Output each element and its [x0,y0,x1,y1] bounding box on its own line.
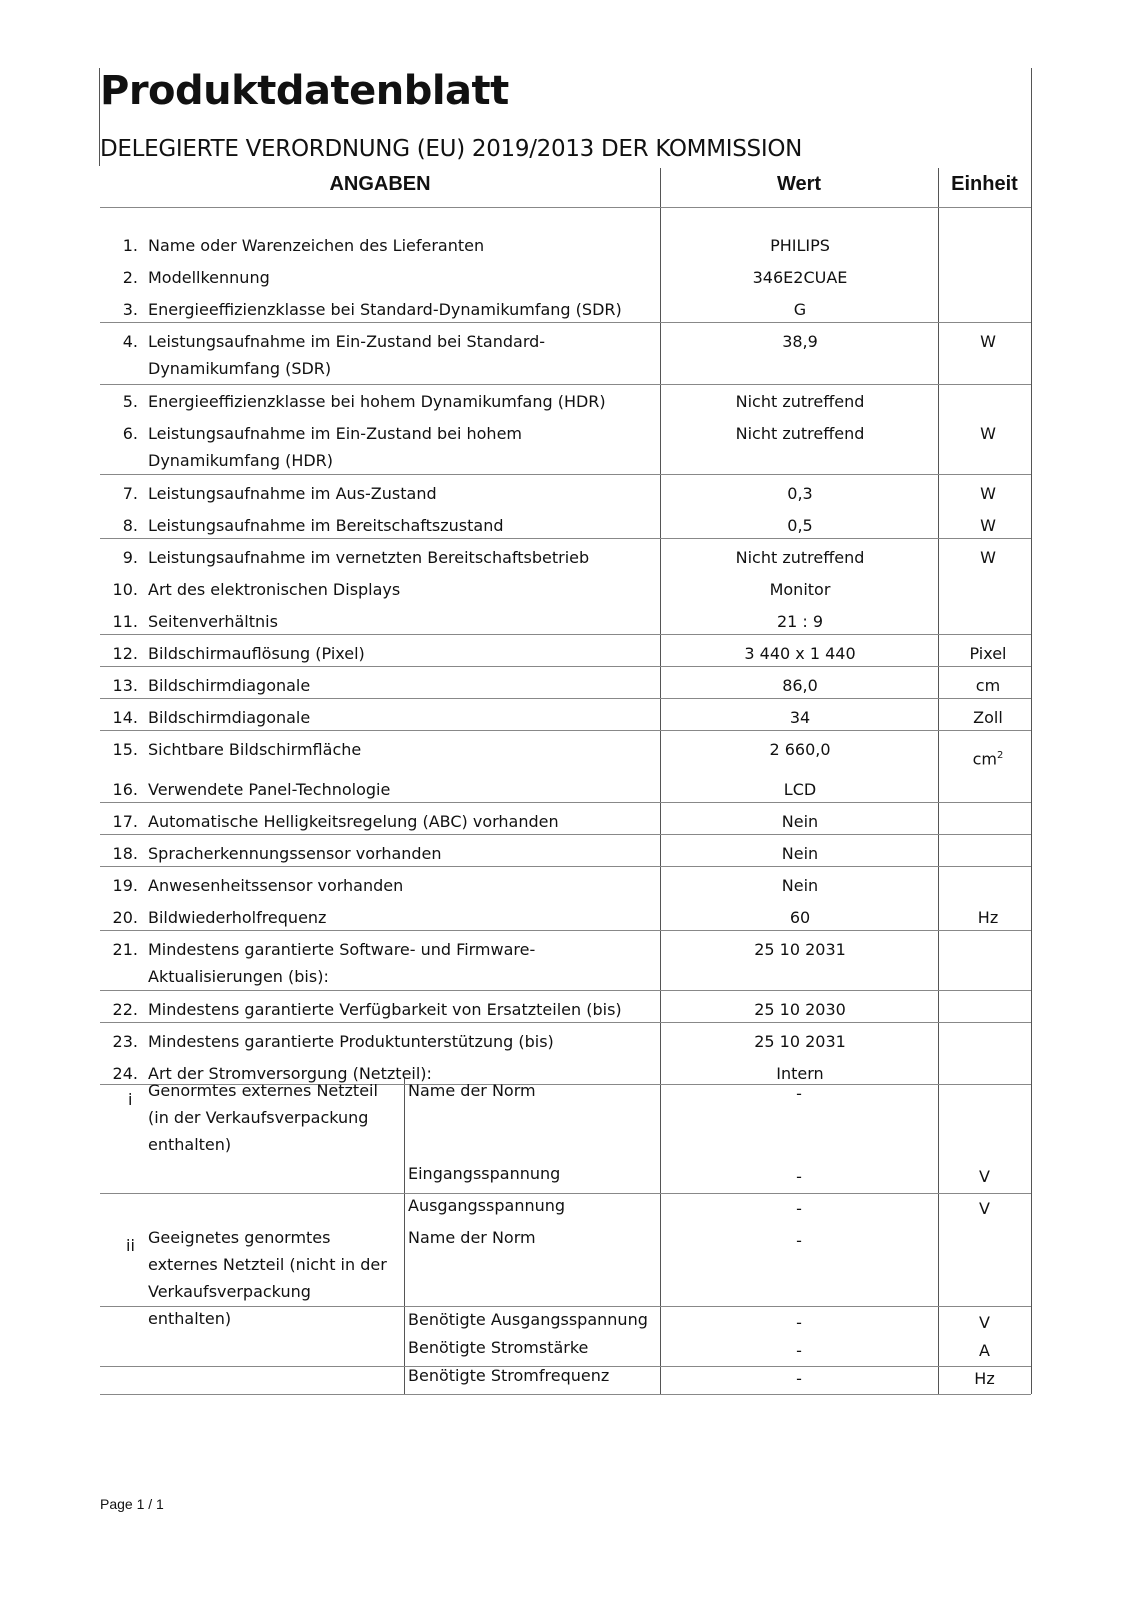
row-label: Leistungsaufnahme im Bereitschaftszustand [148,516,504,535]
row-rule [100,474,1031,475]
row-value: 38,9 [782,332,818,351]
row-number: 2. [122,268,138,287]
row-value: 0,5 [787,516,813,535]
header-angaben: ANGABEN [329,173,431,195]
row-value: 21 : 9 [776,612,824,631]
psu-i-norm-label: Name der Norm [408,1081,536,1100]
row-value: 25 10 2030 [754,1000,846,1019]
row-number: 20. [112,908,138,927]
row-rule [100,634,1031,635]
psu-ii-voltage-unit: V [979,1313,990,1332]
row-number: 19. [112,876,138,895]
row-rule [100,322,1031,323]
row-label: Art der Stromversorgung (Netzteil): [148,1064,432,1083]
psu-i-output-unit: V [979,1199,990,1218]
row-label: Anwesenheitssensor vorhanden [148,876,404,895]
row-number: 23. [112,1032,138,1051]
psu-i-label: Genormtes externes Netzteil (in der Verkaufsverpackung enthalten) [148,1081,378,1154]
row-unit: W [980,516,996,535]
row-value: 346E2CUAE [752,268,848,287]
row-rule [100,930,1031,931]
row-number: 5. [122,392,138,411]
row-label: Art des elektronischen Displays [148,580,401,599]
psu-i-input-label: Eingangsspannung [408,1164,561,1183]
page-title: Produktdatenblatt [100,68,509,114]
header-wert: Wert [776,173,822,195]
row-value: Nein [781,876,819,895]
psu-ii-norm-value: - [796,1231,802,1250]
row-label: Mindestens garantierte Verfügbarkeit von Ersatzteilen (bis) [148,1000,622,1019]
row-value: 25 10 2031 [754,940,846,959]
row-value: 3 440 x 1 440 [744,644,856,663]
row-number: 1. [122,236,138,255]
row-rule [100,1022,1031,1023]
row-label: Energieeffizienzklasse bei hohem Dynamikumfang (HDR) [148,392,606,411]
psu-i-input-value: - [796,1167,802,1186]
row-unit-base: cm [972,749,997,769]
row-number: 3. [122,300,138,319]
row-number: 4. [122,332,138,351]
row-value: Nein [781,812,819,831]
row-label: Leistungsaufnahme im vernetzten Bereitschaftsbetrieb [148,548,590,567]
row-value: 0,3 [787,484,813,503]
row-rule [100,730,1031,731]
row-number: 14. [112,708,138,727]
row-label: Modellkennung [148,268,270,287]
page-footer: Page 1 / 1 [100,1496,164,1512]
psu-i-output-value: - [796,1199,802,1218]
row-rule [100,802,1031,803]
row-rule [100,698,1031,699]
row-number: 7. [122,484,138,503]
row-number: 9. [122,548,138,567]
row-unit: cm [975,676,1001,695]
row-unit: Pixel [969,644,1007,663]
row-value: PHILIPS [770,236,830,255]
row-label: Leistungsaufnahme im Aus-Zustand [148,484,437,503]
row-number: 16. [112,780,138,799]
psu-ii-current-value: - [796,1341,802,1360]
psu-ii-freq-label: Benötigte Stromfrequenz [408,1366,610,1385]
row-label: Energieeffizienzklasse bei Standard-Dynamikumfang (SDR) [148,300,622,319]
row-label: Bildwiederholfrequenz [148,908,327,927]
row-label: Spracherkennungssensor vorhanden [148,844,442,863]
psu-ii-label: Geeignetes genormtes externes Netzteil (nicht in der Verkaufsverpackung enthalten) [148,1228,387,1328]
row-label: Bildschirmauflösung (Pixel) [148,644,365,663]
row-rule [100,834,1031,835]
row-value: Nicht zutreffend [735,392,865,411]
row-number: 21. [112,940,138,959]
psu-i-number: i [128,1090,133,1109]
row-label: Seitenverhältnis [148,612,278,631]
row-number: 15. [112,740,138,759]
row-rule [100,866,1031,867]
psu-ii-current-unit: A [979,1341,990,1360]
row-number: 10. [112,580,138,599]
psu-rule-bottom [100,1394,1031,1395]
row-label: Bildschirmdiagonale [148,708,311,727]
row-label: Mindestens garantierte Software- und Firmware-Aktualisierungen (bis): [148,940,536,986]
row-number: 13. [112,676,138,695]
row-value: G [793,300,807,319]
row-number: 6. [122,424,138,443]
row-unit: W [980,484,996,503]
row-number: 18. [112,844,138,863]
header-einheit: Einheit [951,173,1018,195]
row-value: Nicht zutreffend [735,424,865,443]
row-value: LCD [783,780,817,799]
row-value: 2 660,0 [769,740,831,759]
psu-ii-freq-value: - [796,1369,802,1388]
psu-ii-norm-label: Name der Norm [408,1228,536,1247]
row-value: 60 [789,908,811,927]
row-unit: Hz [977,908,999,927]
row-unit: W [980,424,996,443]
psu-rule-1 [100,1193,1031,1194]
row-value: 86,0 [782,676,818,695]
row-value: Nein [781,844,819,863]
row-rule [100,666,1031,667]
row-unit: W [980,548,996,567]
row-number: 12. [112,644,138,663]
row-rule [100,990,1031,991]
row-label: Automatische Helligkeitsregelung (ABC) vorhanden [148,812,559,831]
psu-i-input-unit: V [979,1167,990,1186]
row-value: Intern [776,1064,824,1083]
psu-ii-current-label: Benötigte Stromstärke [408,1338,589,1357]
row-number: 24. [112,1064,138,1083]
row-value: 34 [789,708,811,727]
psu-i-norm-value: - [796,1084,802,1103]
row-unit-superscript: 2 [997,750,1004,761]
row-rule [100,538,1031,539]
row-number: 22. [112,1000,138,1019]
row-rule [100,384,1031,385]
psu-ii-freq-unit: Hz [974,1369,995,1388]
row-value: Nicht zutreffend [735,548,865,567]
psu-ii-number: ii [126,1236,135,1255]
psu-i-output-label: Ausgangsspannung [408,1196,566,1215]
row-label: Mindestens garantierte Produktunterstützung (bis) [148,1032,554,1051]
row-label: Name oder Warenzeichen des Lieferanten [148,236,485,255]
row-label: Leistungsaufnahme im Ein-Zustand bei Standard-Dynamikumfang (SDR) [148,332,546,378]
row-value: 25 10 2031 [754,1032,846,1051]
row-number: 17. [112,812,138,831]
row-value: Monitor [769,580,831,599]
page-subtitle: DELEGIERTE VERORDNUNG (EU) 2019/2013 DER KOMMISSION [100,136,803,162]
psu-ii-voltage-value: - [796,1313,802,1332]
row-unit: Zoll [973,708,1003,727]
row-number: 8. [122,516,138,535]
row-unit [944,742,1032,772]
row-unit: W [980,332,996,351]
row-label: Bildschirmdiagonale [148,676,311,695]
row-label: Leistungsaufnahme im Ein-Zustand bei hohem Dynamikumfang (HDR) [148,424,522,470]
row-label: Sichtbare Bildschirmfläche [148,740,362,759]
row-label: Verwendete Panel-Technologie [148,780,391,799]
psu-ii-voltage-label: Benötigte Ausgangsspannung [408,1310,648,1329]
row-number: 11. [112,612,138,631]
